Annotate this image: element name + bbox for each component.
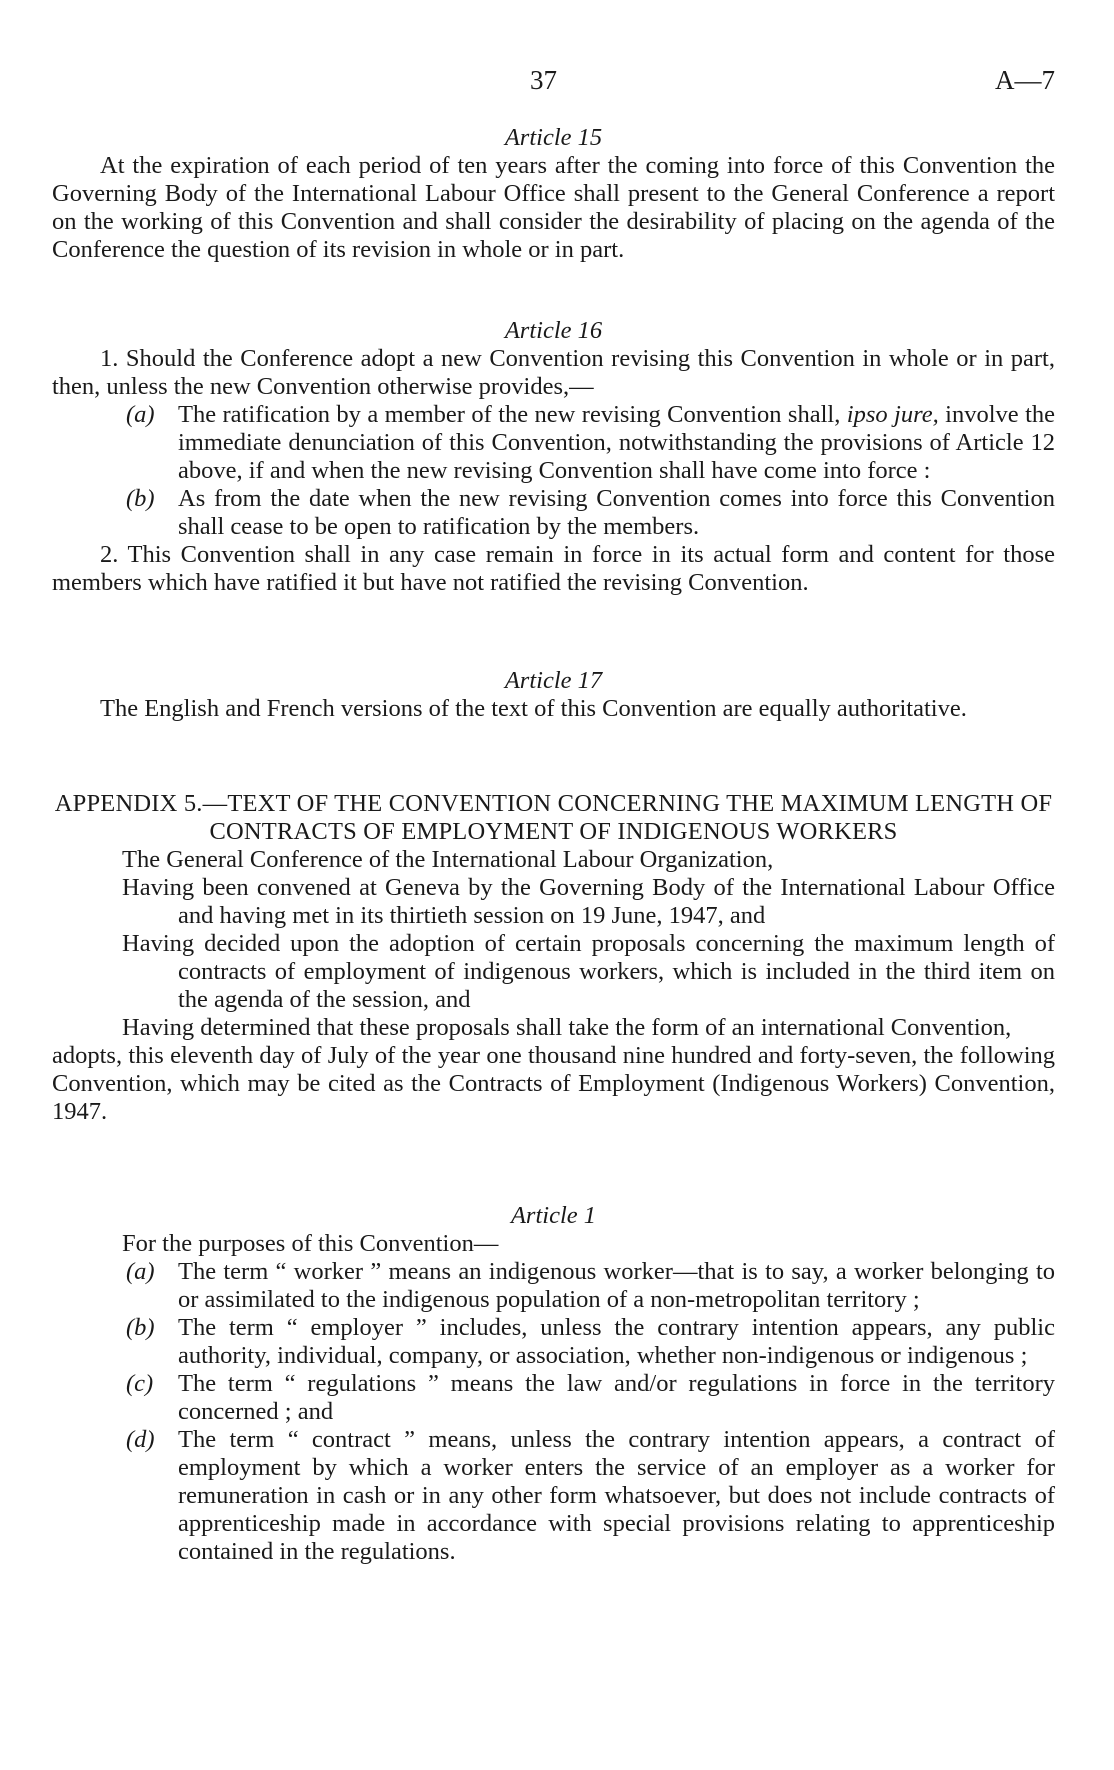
- appendix-having-3: Having determined that these proposals shall take the form of an international Convention,: [122, 1014, 1012, 1041]
- article-15-heading: Article 15: [504, 124, 603, 151]
- item-a-text-post: involve the immediate denunciation of this Convention, notwithstanding the provisions of Article 12 above, if and when the new revising Convention shall have come into force :: [178, 401, 1056, 484]
- item-b-text: As from the date when the new revising Convention comes into force this Convention shall cease to be open to ratification by the members.: [178, 485, 1055, 540]
- article-1-item-a: [52, 1258, 1055, 1314]
- page-number: 37: [530, 65, 557, 95]
- appendix-intro: The General Conference of the International Labour Organization,: [122, 846, 774, 873]
- appendix-5: [52, 790, 1055, 1126]
- item-a-text-italic: ipso jure,: [846, 401, 939, 428]
- item-text: The term “ employer ” includes, unless the contrary intention appears, any public authority, individual, company, or association, whether non-indigenous or indigenous ;: [178, 1314, 1055, 1369]
- item-label: (a): [126, 401, 155, 428]
- appendix-adopts: adopts, this eleventh day of July of the year one thousand nine hundred and forty-seven, the following Convention, which may be cited as the Contracts of Employment (Indigenous Workers) Convention, 1947.: [52, 1042, 1055, 1125]
- article-17-heading: Article 17: [504, 667, 603, 694]
- article-1: [52, 1202, 1055, 1566]
- item-text: The term “ regulations ” means the law and/or regulations in force in the territory concerned ; and: [178, 1370, 1055, 1425]
- article-15: [52, 124, 1055, 264]
- item-label: (d): [126, 1426, 155, 1453]
- item-text: The term “ worker ” means an indigenous worker—that is to say, a worker belonging to or assimilated to the indigenous population of a non-metropolitan territory ;: [178, 1258, 1055, 1313]
- appendix-having-1: Having been convened at Geneva by the Governing Body of the International Labour Office and having met in its thirtieth session on 19 June, 1947, and: [122, 874, 1055, 929]
- item-label: (a): [126, 1258, 155, 1285]
- article-16-heading: Article 16: [504, 317, 603, 344]
- appendix-having-2: Having decided upon the adoption of certain proposals concerning the maximum length of contracts of employment of indigenous workers, which is included in the third item on the agenda of the session, and: [122, 930, 1055, 1013]
- article-1-item-c: [52, 1370, 1055, 1426]
- item-label: (c): [126, 1370, 154, 1397]
- article-17-text: The English and French versions of the text of this Convention are equally authoritative.: [100, 695, 967, 722]
- article-16-item-b: [52, 485, 1055, 541]
- page-header: [52, 66, 1055, 100]
- page-reference: A—7: [995, 65, 1055, 95]
- item-label: (b): [126, 485, 155, 512]
- article-1-item-b: [52, 1314, 1055, 1370]
- article-1-heading: Article 1: [510, 1202, 597, 1229]
- article-16-para-2: 2. This Convention shall in any case remain in force in its actual form and content for those members which have ratified it but have not ratified the revising Convention.: [52, 541, 1055, 596]
- item-label: (b): [126, 1314, 155, 1341]
- article-1-item-d: [52, 1426, 1055, 1566]
- item-a-text-pre: The ratification by a member of the new revising Convention shall,: [178, 401, 841, 428]
- article-15-text: At the expiration of each period of ten years after the coming into force of this Convention the Governing Body of the International Labour Office shall present to the General Conference a report on the working of this Convention and shall consider the desirability of placing on the agenda of the Conference the question of its revision in whole or in part.: [52, 152, 1055, 263]
- article-16-para-1: 1. Should the Conference adopt a new Convention revising this Convention in whole or in part, then, unless the new Convention otherwise provides,—: [52, 345, 1055, 400]
- item-text: The term “ contract ” means, unless the contrary intention appears, a contract of employment by which a worker enters the service of an employer as a worker for remuneration in cash or in any other form whatsoever, but does not include contracts of apprenticeship made in accordance with special provisions relating to apprenticeship contained in the regulations.: [178, 1426, 1055, 1565]
- article-17: [52, 667, 1055, 723]
- article-16: [52, 317, 1055, 597]
- article-16-item-a: [52, 401, 1055, 485]
- article-1-intro: For the purposes of this Convention—: [122, 1230, 499, 1257]
- appendix-title: APPENDIX 5.—TEXT OF THE CONVENTION CONCERNING THE MAXIMUM LENGTH OF CONTRACTS OF EMPLOYMENT OF INDIGENOUS WORKERS: [54, 790, 1053, 845]
